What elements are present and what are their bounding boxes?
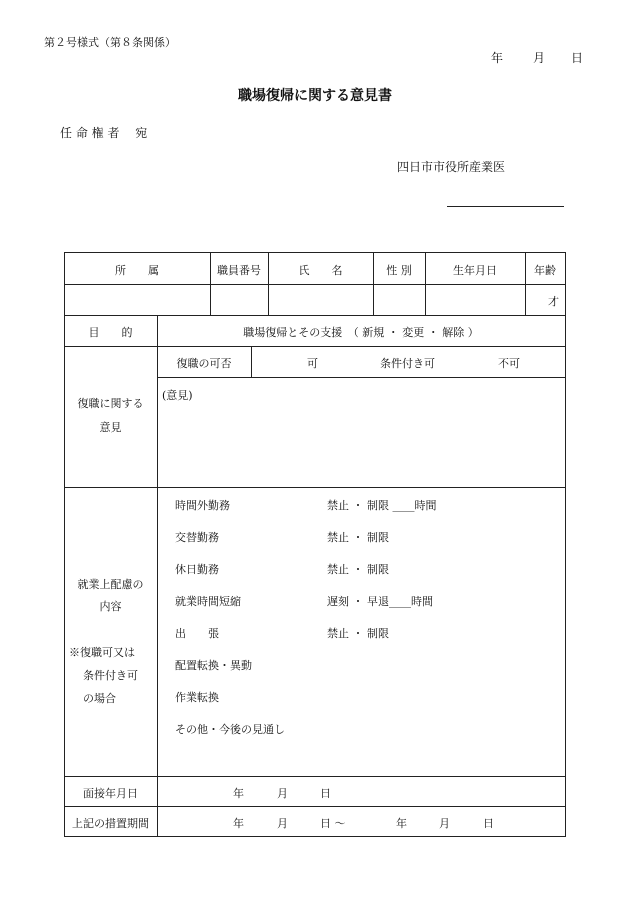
item-overtime-value[interactable]: 禁止 ・ 制限 ____時間 — [327, 499, 437, 512]
interview-month[interactable]: 月 — [277, 787, 288, 800]
item-shift-work-value[interactable]: 禁止 ・ 制限 — [327, 531, 389, 544]
measure-period-label: 上記の措置期間 — [72, 817, 149, 830]
item-overtime: 時間外勤務 — [175, 499, 230, 512]
name-field[interactable] — [269, 285, 372, 315]
interview-day[interactable]: 日 — [320, 787, 331, 800]
item-other-outlook: その他・今後の見通し — [175, 723, 285, 736]
opinion-label: (意見) — [162, 389, 193, 402]
note-line2: 条件付き可 — [83, 669, 138, 682]
item-job-change: 作業転換 — [175, 691, 219, 704]
addressee: 任 命 権 者 宛 — [60, 126, 148, 140]
period-to-day[interactable]: 日 — [483, 817, 494, 830]
date-year-label: 年 — [491, 51, 504, 65]
form-number: 第２号様式（第８条関係） — [44, 36, 176, 49]
doctor-title: 四日市市役所産業医 — [397, 160, 506, 174]
possibility-label: 復職の可否 — [176, 357, 232, 370]
period-to-year[interactable]: 年 — [396, 817, 407, 830]
item-reduced-hours-value[interactable]: 遅刻 ・ 早退____時間 — [327, 595, 433, 608]
date-month-label: 月 — [533, 51, 546, 65]
period-from-year[interactable]: 年 — [233, 817, 244, 830]
item-holiday-work-value[interactable]: 禁止 ・ 制限 — [327, 563, 389, 576]
item-reassignment: 配置転換・異動 — [175, 659, 252, 672]
header-staff-number: 職員番号 — [217, 264, 261, 277]
signature-line — [447, 206, 564, 207]
header-affiliation: 所 属 — [115, 264, 159, 277]
option-not-possible[interactable]: 不可 — [498, 357, 520, 370]
item-holiday-work: 休日勤務 — [175, 563, 219, 576]
staff-number-field[interactable] — [211, 285, 267, 315]
period-from-month[interactable]: 月 — [277, 817, 288, 830]
item-business-trip-value[interactable]: 禁止 ・ 制限 — [327, 627, 389, 640]
return-opinion-label-line2: 意見 — [99, 421, 122, 434]
interview-year[interactable]: 年 — [233, 787, 244, 800]
age-unit: 才 — [548, 295, 559, 308]
note-line3: の場合 — [83, 692, 116, 705]
item-shift-work: 交替勤務 — [175, 531, 219, 544]
affiliation-field[interactable] — [65, 285, 209, 315]
purpose-value[interactable]: 職場復帰とその支援 （ 新規 ・ 変更 ・ 解除 ） — [243, 326, 479, 339]
header-gender: 性 別 — [386, 264, 412, 277]
return-opinion-label-line1: 復職に関する — [77, 397, 144, 410]
interview-date-label: 面接年月日 — [83, 787, 138, 800]
option-possible[interactable]: 可 — [307, 357, 318, 370]
birthdate-field[interactable] — [426, 285, 524, 315]
date-day-label: 日 — [571, 51, 584, 65]
purpose-label: 目 的 — [88, 326, 133, 339]
header-age: 年齢 — [534, 264, 556, 277]
work-considerations-label-line2: 内容 — [99, 600, 122, 613]
item-business-trip: 出 張 — [175, 627, 219, 640]
header-birthdate: 生年月日 — [453, 264, 497, 277]
option-conditional[interactable]: 条件付き可 — [380, 357, 435, 370]
note-line1: ※復職可又は — [69, 646, 135, 659]
document-title: 職場復帰に関する意見書 — [238, 88, 392, 104]
opinion-text-area[interactable] — [162, 404, 562, 484]
period-to-month[interactable]: 月 — [439, 817, 450, 830]
work-considerations-label-line1: 就業上配慮の — [77, 578, 144, 591]
period-from-day[interactable]: 日 ～ — [320, 817, 346, 830]
item-reduced-hours: 就業時間短縮 — [175, 595, 241, 608]
header-name: 氏 名 — [298, 264, 343, 277]
gender-field[interactable] — [374, 285, 424, 315]
